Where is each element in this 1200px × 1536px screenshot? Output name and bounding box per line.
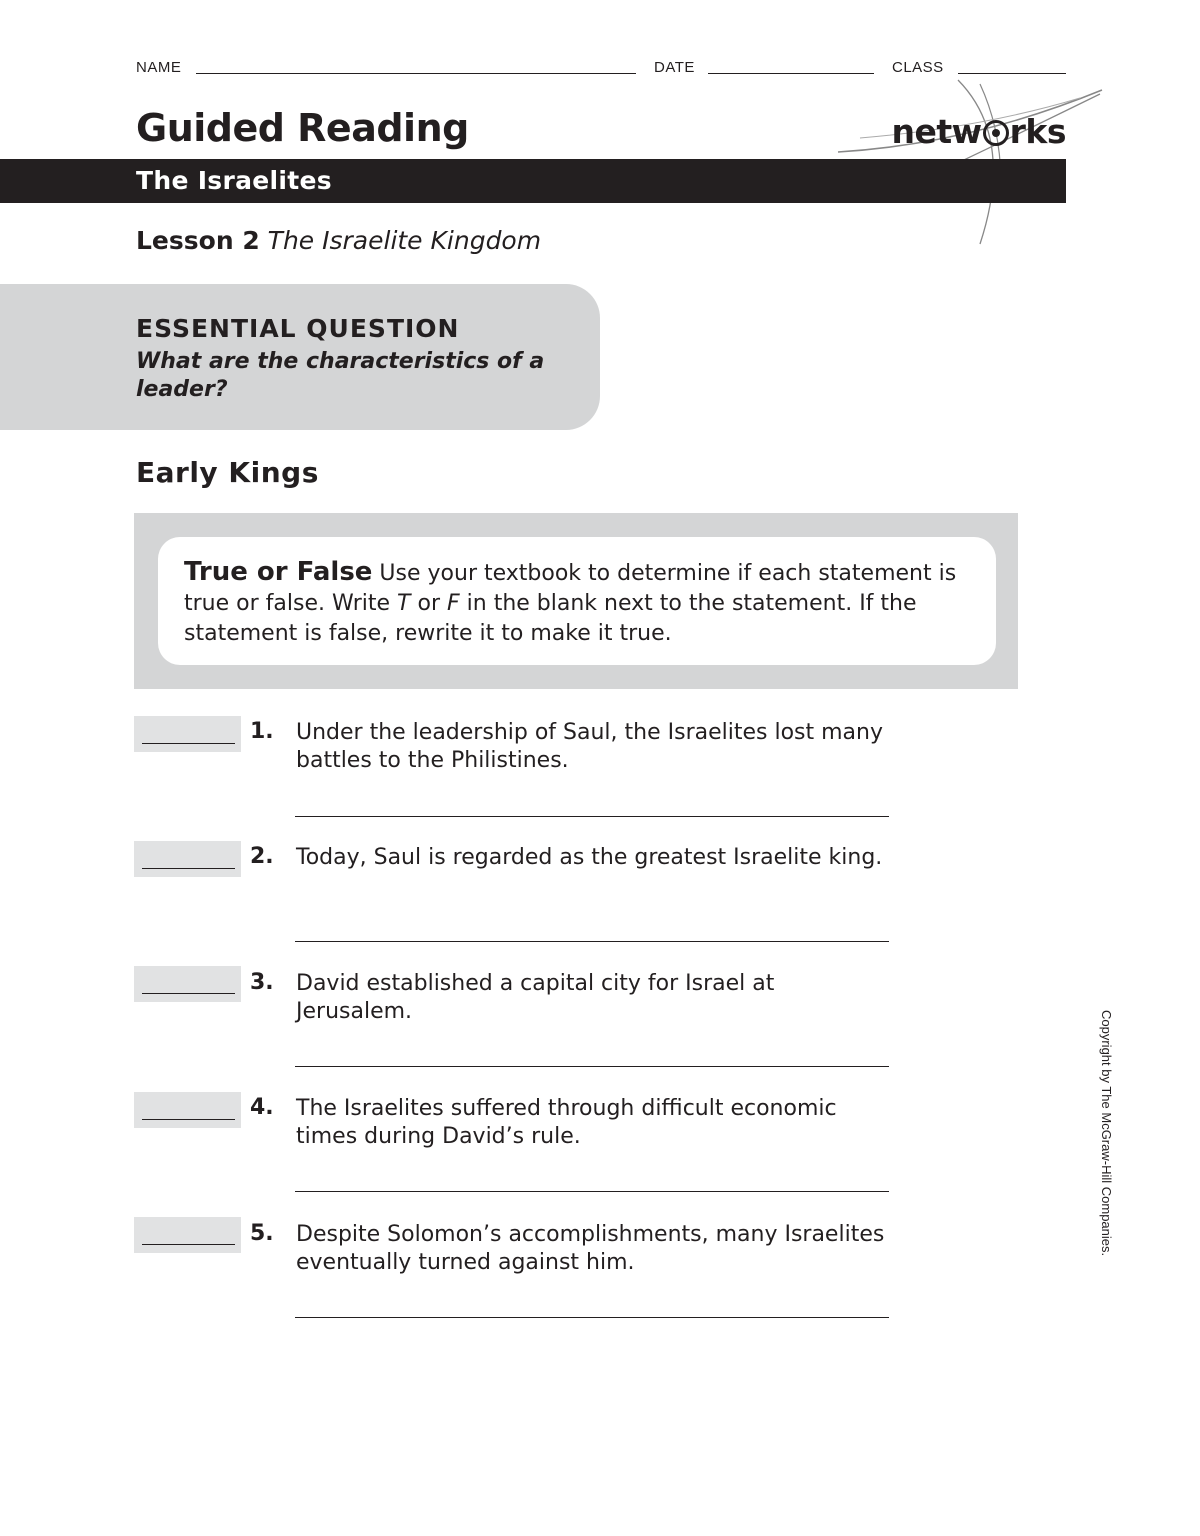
networks-logo <box>891 112 1066 151</box>
rewrite-line-5[interactable] <box>295 1317 889 1318</box>
rewrite-line-3[interactable] <box>295 1066 889 1067</box>
question-text-3: David established a capital city for Israel at Jerusalem. <box>296 971 775 1024</box>
rewrite-line-2[interactable] <box>295 941 889 942</box>
answer-blank-2[interactable] <box>134 841 241 877</box>
question-text-2: Today, Saul is regarded as the greatest Israelite king. <box>296 845 883 870</box>
instructions-label: True or False <box>184 557 373 587</box>
name-label: NAME <box>136 59 182 76</box>
question-number-5: 5. <box>250 1221 274 1246</box>
question-number-2: 2. <box>250 844 274 869</box>
rewrite-line-4[interactable] <box>295 1191 889 1192</box>
section-title: Early Kings <box>136 456 319 489</box>
unit-title: The Israelites <box>136 166 332 195</box>
date-label: DATE <box>654 59 695 76</box>
target-icon <box>983 120 1009 146</box>
lesson-label: Lesson 2 <box>136 226 260 255</box>
question-number-3: 3. <box>250 970 274 995</box>
answer-blank-4[interactable] <box>134 1092 241 1128</box>
date-field[interactable] <box>708 73 874 74</box>
lesson-heading <box>136 226 541 255</box>
question-number-1: 1. <box>250 719 274 744</box>
question-number-4: 4. <box>250 1095 274 1120</box>
lesson-title: The Israelite Kingdom <box>267 226 542 255</box>
class-field[interactable] <box>958 73 1066 74</box>
logo-text-end: rks <box>1009 112 1066 151</box>
answer-blank-1[interactable] <box>134 716 241 752</box>
logo-text-start: netw <box>891 112 982 151</box>
class-label: CLASS <box>892 59 944 76</box>
instructions-text: True or False Use your textbook to determine if each statement is true or false. Write T or F in the blank next to the statement. If the statement is false, rewrite it to make it true. <box>184 557 957 646</box>
question-text-5: Despite Solomon’s accomplishments, many Israelites eventually turned against him. <box>296 1222 885 1275</box>
name-field[interactable] <box>196 73 636 74</box>
answer-blank-5[interactable] <box>134 1217 241 1253</box>
essential-question-heading: ESSENTIAL QUESTION <box>136 314 460 343</box>
page-title: Guided Reading <box>136 106 469 150</box>
essential-question-text: What are the characteristics of a leader? <box>136 349 545 402</box>
answer-blank-3[interactable] <box>134 966 241 1002</box>
copyright-notice: Copyright by The McGraw-Hill Companies. <box>1099 1010 1114 1257</box>
question-text-1: Under the leadership of Saul, the Israelites lost many battles to the Philistines. <box>296 720 883 773</box>
rewrite-line-1[interactable] <box>295 816 889 817</box>
question-text-4: The Israelites suffered through difficult economic times during David’s rule. <box>296 1096 837 1149</box>
